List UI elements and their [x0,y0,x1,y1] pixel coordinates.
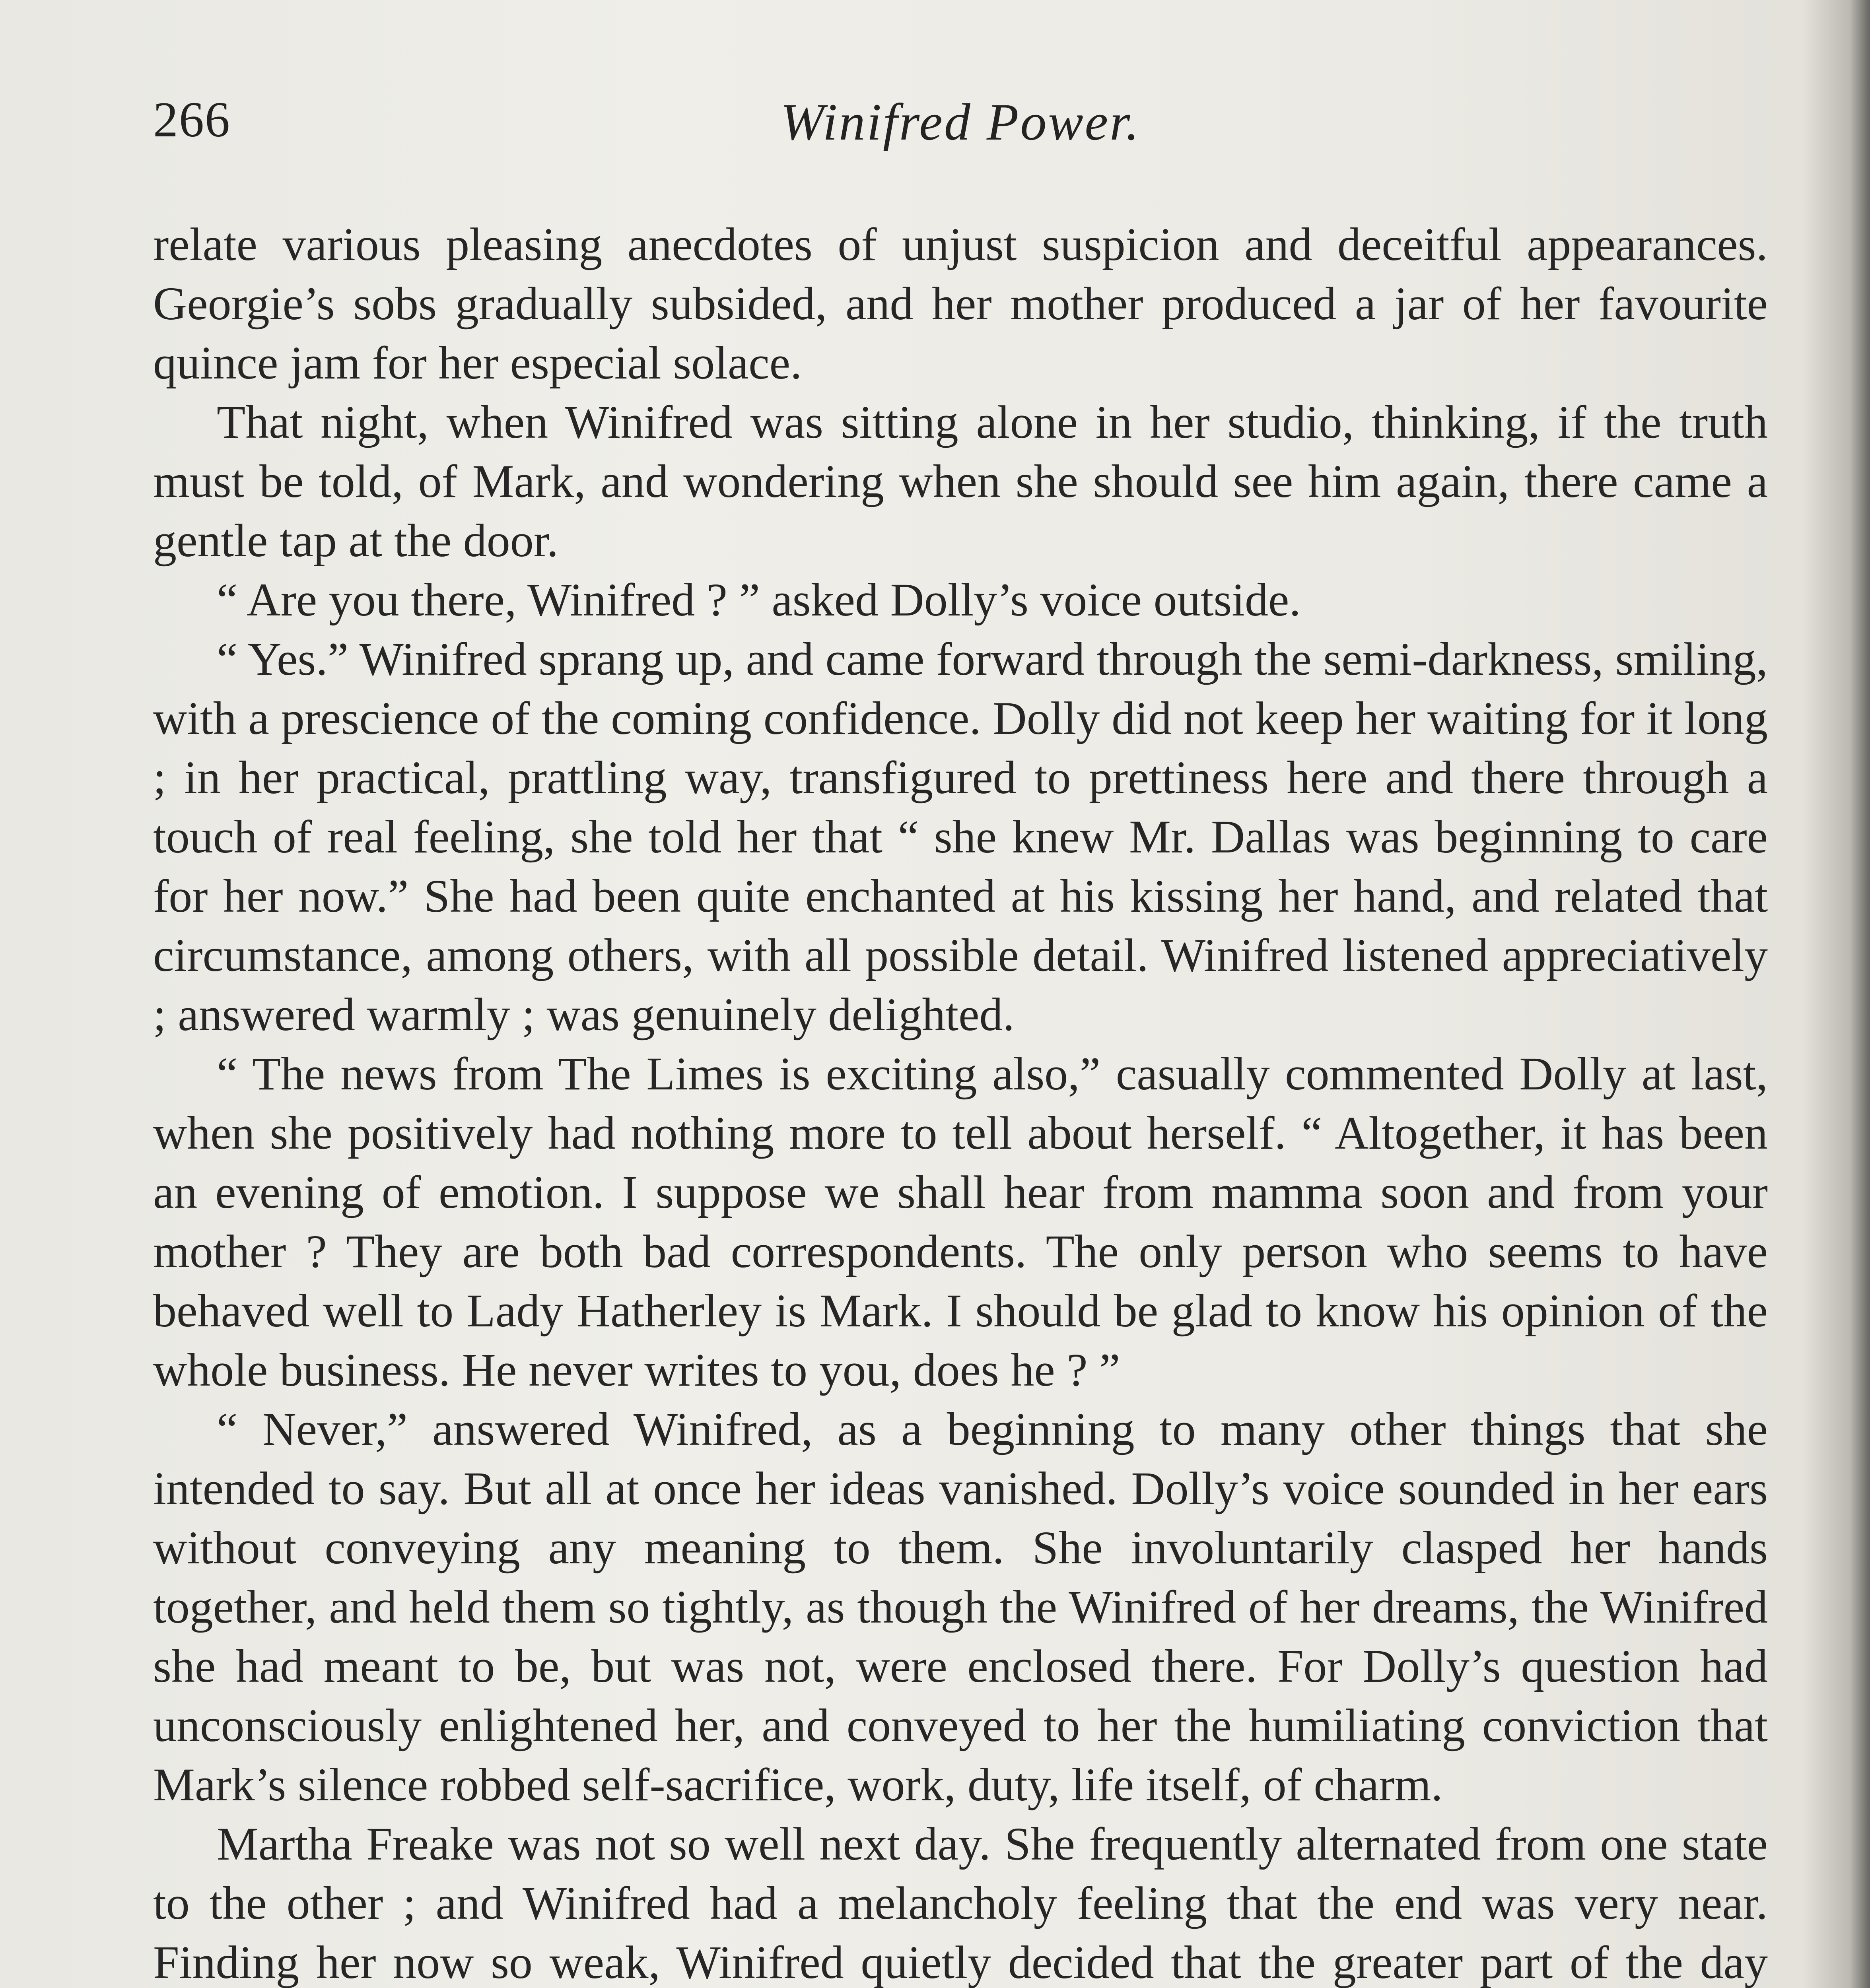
paragraph: Martha Freake was not so well next day. She frequently alternated from one state to the other ; and Winifred had a melancholy feeling that the end was very near. Finding her now so weak, Winifred quietly decided that the greater part of the day [153,1818,1768,1988]
page-edge-shadow [1802,0,1870,1988]
page-header [153,91,1768,171]
body-text [153,215,1768,1988]
paragraph: That night, when Winifred was sitting alone in her studio, thinking, if the truth must be told, of Mark, and wondering when she should see him again, there came a gentle tap at the door. [153,396,1768,567]
paragraph: “ Never,” answered Winifred, as a beginning to many other things that she intended to say. But all at once her ideas vanished. Dolly’s voice sounded in her ears without conveying any meaning to them. She involuntarily clasped her hands together, and held them so tightly, as though the Winifred of her dreams, the Winifred she had meant to be, but was not, were enclosed there. For Dolly’s question had unconsciously enlightened her, and conveyed to her the humiliating conviction that Mark’s silence robbed self-sacrifice, work, duty, life itself, of charm. [153,1403,1768,1811]
page-number: 266 [153,92,231,148]
running-title: Winifred Power. [780,93,1141,151]
paragraph: “ The news from The Limes is exciting also,” casually commented Dolly at last, when she positively had nothing more to tell about herself. “ Altogether, it has been an evening of emotion. I suppose we shall hear from mamma soon and from your mother ? They are both bad correspondents. The only person who seems to have behaved well to Lady Hatherley is Mark. I should be glad to know his opinion of the whole business. He never writes to you, does he ? ” [153,1048,1768,1396]
paragraph: “ Are you there, Winifred ? ” asked Dolly’s voice outside. [217,574,1301,626]
paragraph: “ Yes.” Winifred sprang up, and came forward through the semi-darkness, smiling, with a prescience of the coming confidence. Dolly did not keep her waiting for it long ; in her practical, prattling way, transfigured to prettiness here and there through a touch of real feeling, she told her that “ she knew Mr. Dallas was beginning to care for her now.” She had been quite enchanted at his kissing her hand, and related that circumstance, among others, with all possible detail. Winifred listened appreciatively ; answered warmly ; was genuinely delighted. [153,633,1768,1041]
paragraph: relate various pleasing anecdotes of unjust suspicion and deceitful appearances. Georgie’s sobs gradually subsided, and her mother produced a jar of her favourite quince jam for her especial solace. [153,218,1768,389]
